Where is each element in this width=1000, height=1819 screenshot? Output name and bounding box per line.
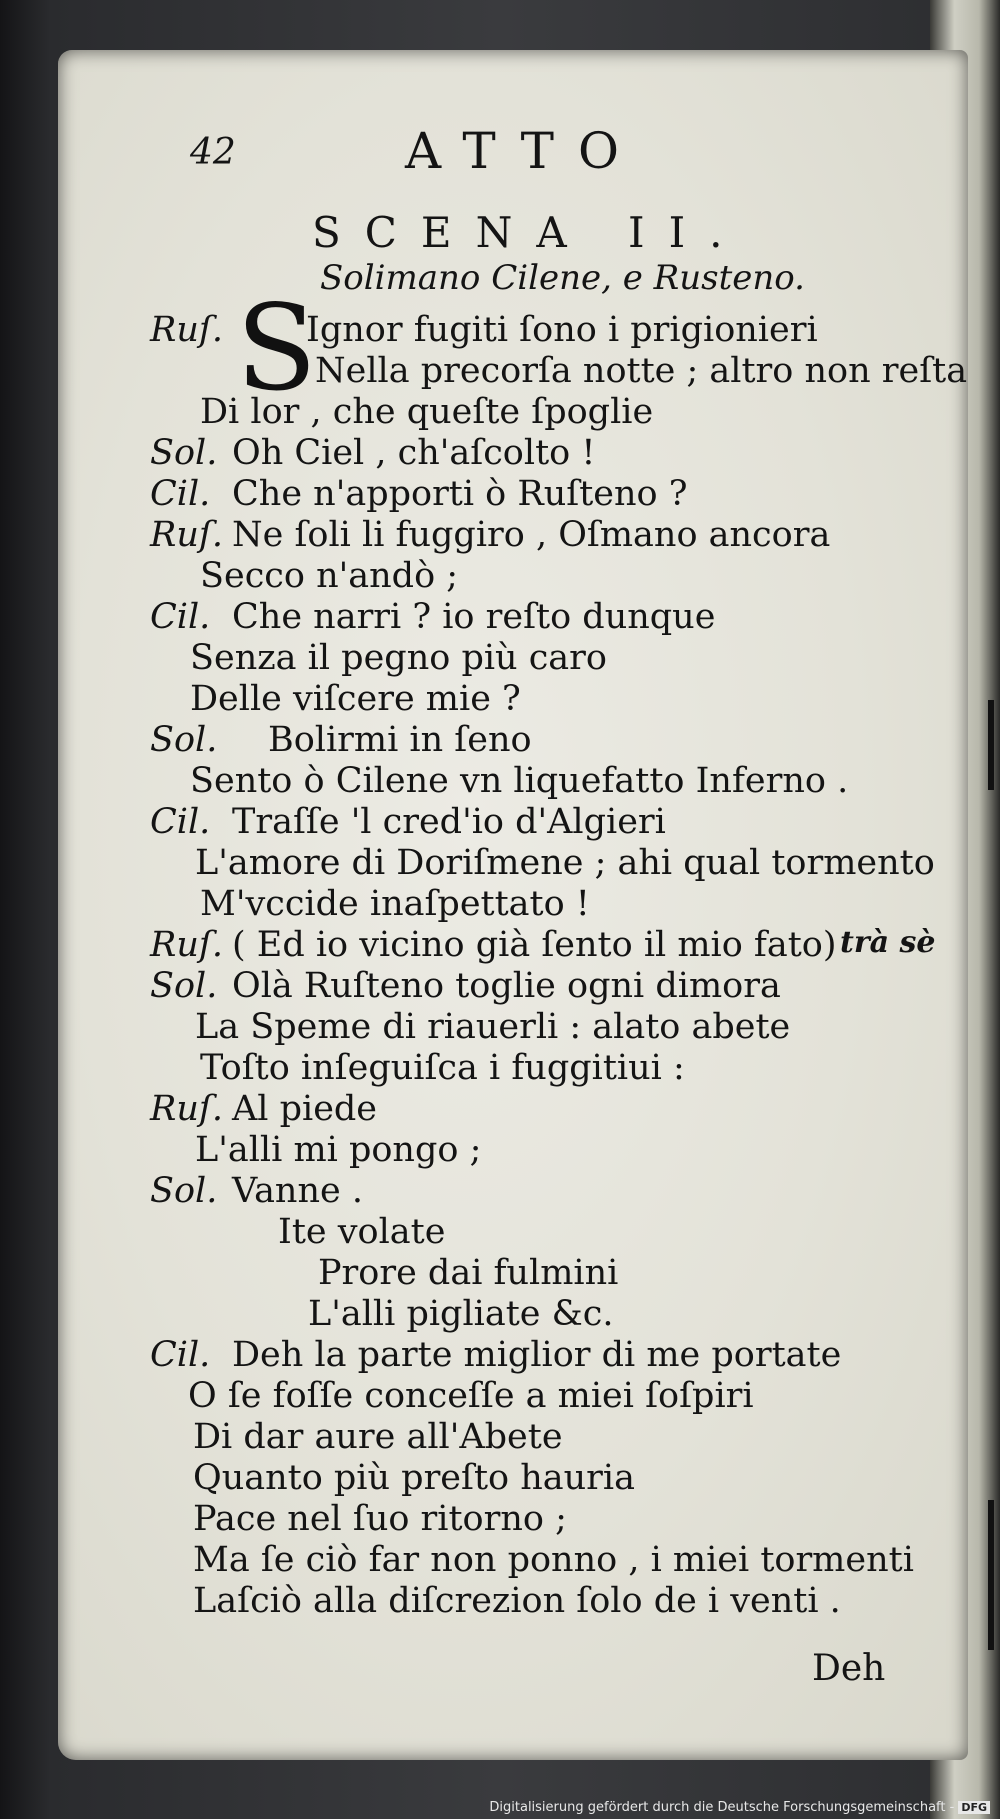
verse-line: Bolirmi in ſeno	[268, 720, 532, 760]
verse-line: Senza il pegno più caro	[190, 638, 607, 678]
verse-line: Ne ſoli li fuggiro , Oſmano ancora	[232, 515, 831, 555]
verse-line: Vanne .	[232, 1171, 363, 1211]
speaker-label: Ruſ.	[150, 925, 223, 965]
verse-line: Prore dai fulmini	[318, 1253, 619, 1293]
verse-line: Quanto più preſto hauria	[193, 1458, 635, 1498]
page-number: 42	[190, 132, 236, 173]
verse-line: Sento ò Cilene vn liquefatto Inferno .	[190, 761, 849, 801]
verse-line: O ſe foſſe conceſſe a miei ſoſpiri	[188, 1376, 754, 1416]
verse-line: L'amore di Doriſmene ; ahi qual tormento	[195, 843, 935, 883]
verse-line: La Speme di riauerli : alato abete	[195, 1007, 791, 1047]
verse-line: Al piede	[232, 1089, 378, 1129]
speaker-label: Cil.	[150, 474, 211, 514]
stage-direction: trà sè	[840, 925, 936, 960]
verse-line: Deh la parte miglior di me portate	[232, 1335, 842, 1375]
verse-line: Che narri ? io reſto dunque	[232, 597, 716, 637]
spine-mark	[988, 700, 994, 790]
verse-line: Olà Ruſteno toglie ogni dimora	[232, 966, 781, 1006]
dfg-logo: DFG	[958, 1801, 990, 1814]
drop-capital: S	[236, 279, 317, 417]
verse-line: M'vccide inaſpettato !	[200, 884, 590, 924]
speaker-label: Cil.	[150, 1335, 211, 1375]
verse-line: Pace nel ſuo ritorno ;	[193, 1499, 567, 1539]
verse-line: Di dar aure all'Abete	[193, 1417, 563, 1457]
act-heading: ATTO	[405, 122, 643, 180]
speaker-label: Sol.	[150, 720, 218, 760]
scene-heading: SCENA II.	[312, 208, 747, 257]
spine-mark	[988, 1500, 994, 1650]
credit-text: Digitalisierung gefördert durch die Deutsche Forschungsgemeinschaft -	[489, 1800, 955, 1815]
character-list: Solimano Cilene, e Rusteno.	[320, 258, 805, 298]
catchword: Deh	[812, 1648, 886, 1689]
verse-line: Laſciò alla diſcrezion ſolo de i venti .	[193, 1581, 841, 1621]
verse-line: Oh Ciel , ch'aſcolto !	[232, 433, 596, 473]
verse-line: Ite volate	[278, 1212, 446, 1252]
speaker-label: Ruſ.	[150, 1089, 223, 1129]
speaker-label: Cil.	[150, 597, 211, 637]
speaker-label: Sol.	[150, 1171, 218, 1211]
verse-line: Ignor fugiti ſono i prigionieri	[306, 310, 818, 350]
speaker-label: Sol.	[150, 966, 218, 1006]
verse-line: L'alli pigliate &c.	[308, 1294, 614, 1334]
verse-line: Secco n'andò ;	[200, 556, 459, 596]
verse-line: Di lor , che queſte ſpoglie	[200, 392, 654, 432]
verse-line: Ma ſe ciò far non ponno , i miei tormenti	[193, 1540, 914, 1580]
verse-line: ( Ed io vicino già ſento il mio fato)	[232, 925, 837, 965]
verse-line: Toſto inſeguiſca i fuggitiui :	[200, 1048, 685, 1088]
digitization-credit	[489, 1800, 990, 1815]
verse-line: Traſſe 'l cred'io d'Algieri	[232, 802, 666, 842]
speaker-label: Sol.	[150, 433, 218, 473]
verse-line: Nella precorſa notte ; altro non reſta	[315, 351, 968, 391]
verse-line: L'alli mi pongo ;	[195, 1130, 482, 1170]
verse-line: Delle viſcere mie ?	[190, 679, 521, 719]
speaker-label: Ruſ.	[150, 310, 223, 350]
speaker-label: Cil.	[150, 802, 211, 842]
speaker-label: Ruſ.	[150, 515, 223, 555]
verse-line: Che n'apporti ò Ruſteno ?	[232, 474, 688, 514]
